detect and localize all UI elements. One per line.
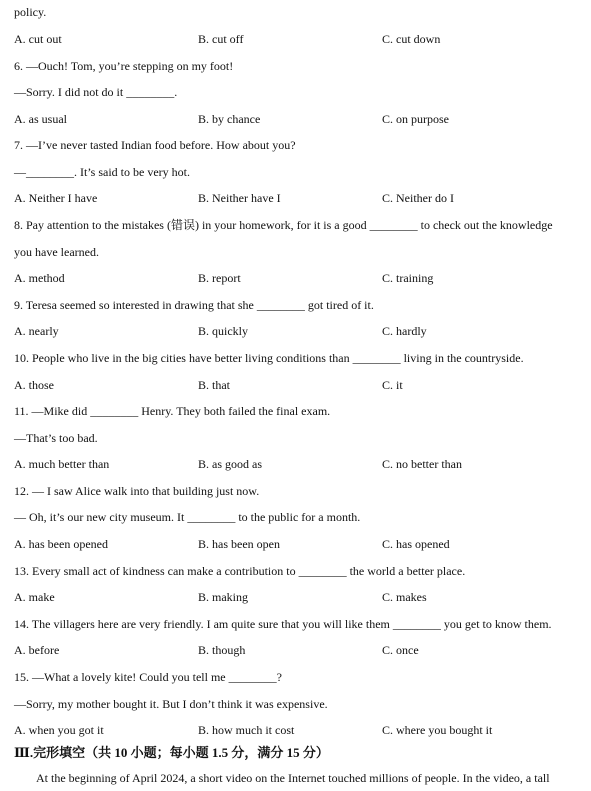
option-a: A. before (14, 643, 60, 657)
question-15-stem: 15. —What a lovely kite! Could you tell me ________? (14, 670, 282, 684)
option-a: A. much better than (14, 457, 110, 471)
question-7-reply: —________. It’s said to be very hot. (14, 165, 190, 179)
option-a: A. those (14, 378, 54, 392)
text-line: policy. (14, 5, 47, 19)
option-a: A. make (14, 590, 55, 604)
option-c: C. hardly (382, 324, 427, 338)
option-a: A. cut out (14, 32, 62, 46)
option-b: B. making (198, 590, 248, 604)
option-c: C. Neither do I (382, 191, 454, 205)
section-heading: Ⅲ.完形填空（共 10 小题；每小题 1.5 分，满分 15 分） (14, 745, 329, 760)
option-c: C. has opened (382, 537, 450, 551)
option-b: B. though (198, 643, 246, 657)
option-b: B. by chance (198, 112, 261, 126)
option-b: B. as good as (198, 457, 262, 471)
question-8-stem-cont: you have learned. (14, 245, 99, 259)
question-6-reply: —Sorry. I did not do it ________. (14, 85, 178, 99)
option-a: A. Neither I have (14, 191, 98, 205)
option-b: B. that (198, 378, 230, 392)
option-a: A. as usual (14, 112, 67, 126)
passage-intro: At the beginning of April 2024, a short video on the Internet touched millions of people. In the video, a tall (36, 771, 550, 785)
option-a: A. has been opened (14, 537, 108, 551)
question-12-reply: — Oh, it’s our new city museum. It ________ to the public for a month. (14, 510, 361, 524)
option-b: B. quickly (198, 324, 248, 338)
question-9-stem: 9. Teresa seemed so interested in drawing that she ________ got tired of it. (14, 298, 374, 312)
option-c: C. no better than (382, 457, 462, 471)
question-7-stem: 7. —I’ve never tasted Indian food before. How about you? (14, 138, 296, 152)
option-c: C. where you bought it (382, 723, 493, 737)
question-15-reply: —Sorry, my mother bought it. But I don’t think it was expensive. (14, 697, 328, 711)
question-14-stem: 14. The villagers here are very friendly. I am quite sure that you will like them ________ you get to know them. (14, 617, 552, 631)
question-6-stem: 6. —Ouch! Tom, you’re stepping on my foot! (14, 59, 234, 73)
question-11-stem: 11. —Mike did ________ Henry. They both failed the final exam. (14, 404, 331, 418)
option-b: B. cut off (198, 32, 244, 46)
question-11-reply: —That’s too bad. (14, 431, 98, 445)
option-c: C. cut down (382, 32, 441, 46)
option-c: C. training (382, 271, 434, 285)
option-a: A. method (14, 271, 65, 285)
option-c: C. once (382, 643, 419, 657)
question-13-stem: 13. Every small act of kindness can make a contribution to ________ the world a better place. (14, 564, 466, 578)
option-c: C. on purpose (382, 112, 449, 126)
option-b: B. how much it cost (198, 723, 295, 737)
question-12-stem: 12. — I saw Alice walk into that building just now. (14, 484, 260, 498)
option-c: C. it (382, 378, 403, 392)
option-b: B. Neither have I (198, 191, 281, 205)
option-a: A. when you got it (14, 723, 104, 737)
option-c: C. makes (382, 590, 427, 604)
option-a: A. nearly (14, 324, 59, 338)
option-b: B. has been open (198, 537, 280, 551)
question-10-stem: 10. People who live in the big cities have better living conditions than ________ living in the countryside. (14, 351, 524, 365)
question-8-stem: 8. Pay attention to the mistakes (错误) in your homework, for it is a good ________ to check out the knowledge (14, 218, 553, 232)
option-b: B. report (198, 271, 241, 285)
